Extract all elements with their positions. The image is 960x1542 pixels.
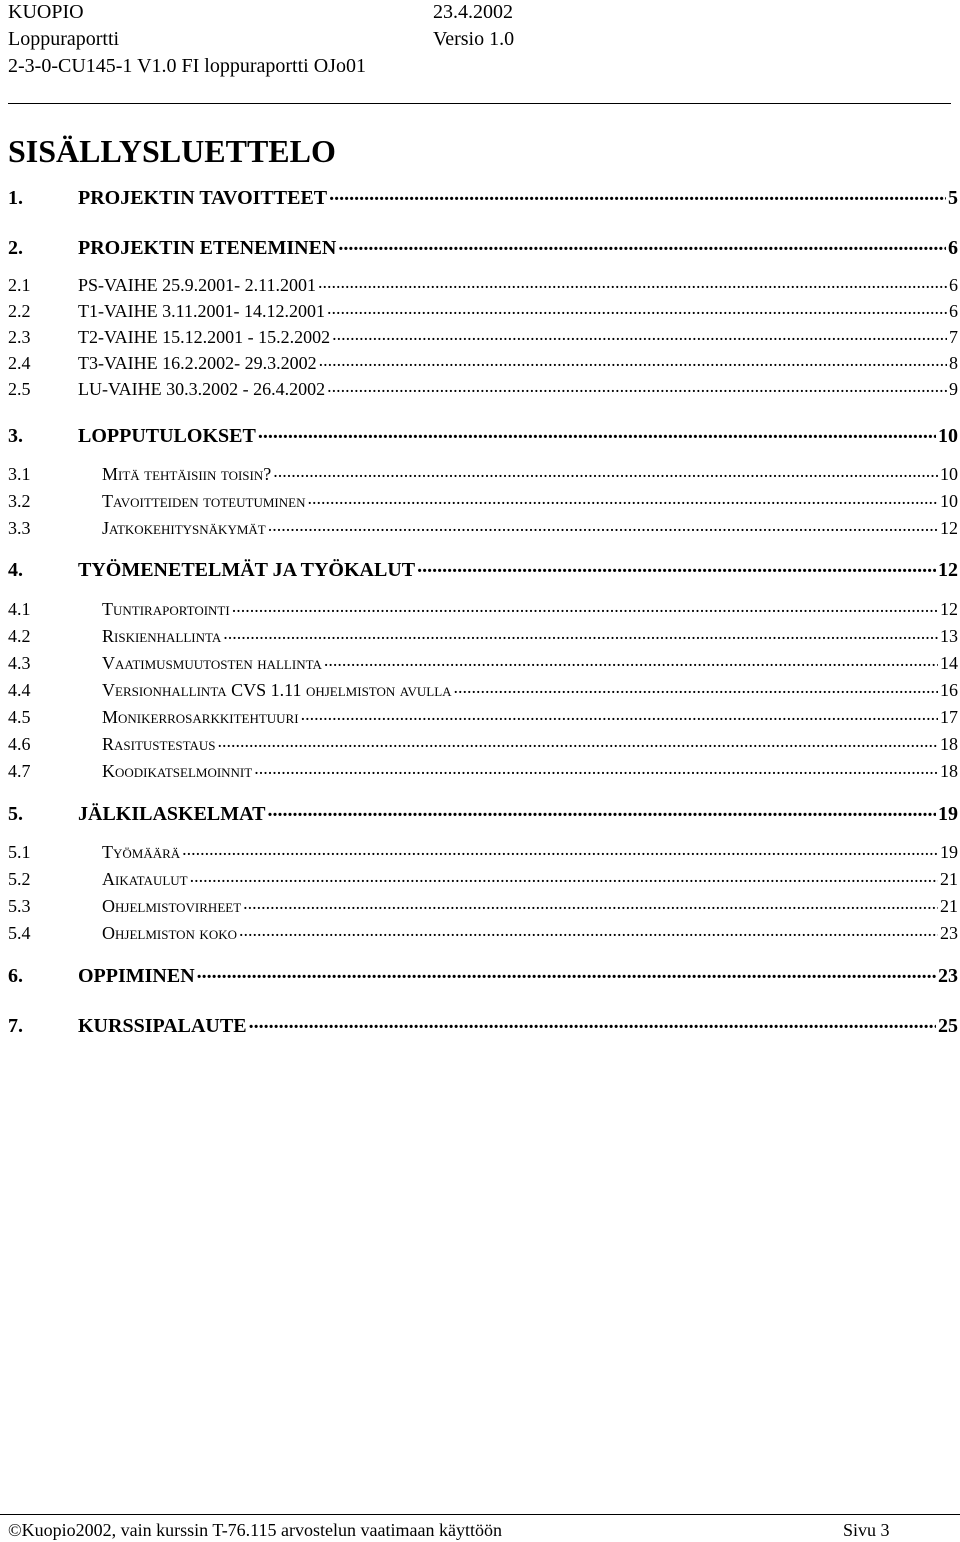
header-version: Versio 1.0 xyxy=(433,28,515,50)
toc-entry-title: PROJEKTIN ETENEMINEN xyxy=(78,237,337,259)
toc-entry-number: 1. xyxy=(8,187,23,209)
toc-entry-number: 4. xyxy=(8,559,23,581)
toc-entry-number: 2.2 xyxy=(8,301,31,321)
toc-entry-title: OPPIMINEN xyxy=(78,965,195,987)
toc-entry-number: 2.1 xyxy=(8,275,31,295)
toc-dot-leader xyxy=(322,651,938,669)
toc-entry-title: PS-VAIHE 25.9.2001- 2.11.2001 xyxy=(78,275,317,295)
toc-entry-page: 7 xyxy=(949,327,958,347)
header-org: KUOPIO xyxy=(8,1,84,23)
toc-entry[interactable] xyxy=(8,462,958,485)
toc-entry-page: 12 xyxy=(940,599,958,619)
toc-entry-page: 8 xyxy=(949,353,958,373)
toc-entry-page: 12 xyxy=(938,559,958,581)
toc-entry-number: 3. xyxy=(8,425,23,447)
toc-entry-number: 4.7 xyxy=(8,761,31,781)
toc-entry-number: 3.3 xyxy=(8,518,31,538)
toc-dot-leader xyxy=(415,556,936,576)
toc-entry-page: 14 xyxy=(940,653,958,673)
toc-entry-number: 6. xyxy=(8,965,23,987)
toc-entry-title: T2-VAIHE 15.12.2001 - 15.2.2002 xyxy=(78,327,331,347)
toc-entry-title: LOPPUTULOKSET xyxy=(78,425,256,447)
toc-entry-page: 19 xyxy=(938,803,958,825)
toc-entry-title: Ohjelmistovirheet xyxy=(102,896,242,916)
footer-rule xyxy=(0,1514,960,1515)
toc-entry[interactable] xyxy=(8,759,958,782)
toc-entry-page: 25 xyxy=(938,1015,958,1037)
toc-title: SISÄLLYSLUETTELO xyxy=(8,133,336,169)
toc-dot-leader xyxy=(316,273,947,291)
toc-dot-leader xyxy=(180,840,938,858)
toc-entry[interactable] xyxy=(8,184,958,210)
toc-entry[interactable] xyxy=(8,299,958,322)
toc-entry-title: T1-VAIHE 3.11.2001- 14.12.2001 xyxy=(78,301,325,321)
toc-entry-number: 4.1 xyxy=(8,599,31,619)
toc-entry-number: 5.1 xyxy=(8,842,31,862)
toc-entry[interactable] xyxy=(8,489,958,512)
toc-dot-leader xyxy=(188,867,938,885)
toc-entry[interactable] xyxy=(8,1012,958,1038)
toc-dot-leader xyxy=(256,422,936,442)
toc-entry-page: 23 xyxy=(938,965,958,987)
toc-entry-title: JÄLKILASKELMAT xyxy=(78,803,266,825)
toc-entry-page: 6 xyxy=(949,301,958,321)
toc-entry-number: 3.2 xyxy=(8,491,31,511)
toc-dot-leader xyxy=(325,377,947,395)
toc-dot-leader xyxy=(327,184,946,204)
toc-dot-leader xyxy=(317,351,947,369)
toc-entry-page: 18 xyxy=(940,761,958,781)
toc-entry-title: Työmäärä xyxy=(102,842,181,862)
toc-dot-leader xyxy=(230,597,938,615)
toc-entry[interactable] xyxy=(8,840,958,863)
toc-entry-title: Vaatimusmuutosten hallinta xyxy=(102,653,322,673)
toc-entry[interactable] xyxy=(8,867,958,890)
toc-entry-number: 3.1 xyxy=(8,464,31,484)
toc-entry-title: PROJEKTIN TAVOITTEET xyxy=(78,187,328,209)
toc-dot-leader xyxy=(299,705,938,723)
toc-entry-page: 6 xyxy=(949,275,958,295)
toc-entry[interactable] xyxy=(8,273,958,296)
toc-entry-title: Versionhallinta CVS 1.11 ohjelmiston avulla xyxy=(102,680,452,700)
toc-entry-number: 4.4 xyxy=(8,680,31,700)
toc-entry-page: 21 xyxy=(940,896,958,916)
toc-entry-number: 5.2 xyxy=(8,869,31,889)
toc-entry-title: T3-VAIHE 16.2.2002- 29.3.2002 xyxy=(78,353,317,373)
toc-dot-leader xyxy=(241,894,938,912)
toc-entry-title: Rasitustestaus xyxy=(102,734,216,754)
toc-entry-page: 23 xyxy=(940,923,958,943)
toc-dot-leader xyxy=(221,624,938,642)
toc-dot-leader xyxy=(237,921,938,939)
toc-dot-leader xyxy=(325,299,947,317)
toc-entry-page: 16 xyxy=(940,680,958,700)
toc-dot-leader xyxy=(305,489,938,507)
toc-entry-number: 2.4 xyxy=(8,353,31,373)
toc-entry[interactable] xyxy=(8,651,958,674)
toc-entry[interactable] xyxy=(8,351,958,374)
toc-entry-title: Aikataulut xyxy=(102,869,188,889)
header-doc-id: 2-3-0-CU145-1 V1.0 FI loppuraportti OJo01 xyxy=(8,55,366,77)
toc-dot-leader xyxy=(195,962,936,982)
toc-entry-page: 19 xyxy=(940,842,958,862)
toc-entry-page: 9 xyxy=(949,379,958,399)
toc-entry-title: LU-VAIHE 30.3.2002 - 26.4.2002 xyxy=(78,379,326,399)
toc-entry-number: 4.6 xyxy=(8,734,31,754)
toc-entry-page: 12 xyxy=(940,518,958,538)
toc-dot-leader xyxy=(266,516,938,534)
toc-entry[interactable] xyxy=(8,624,958,647)
toc-entry-page: 21 xyxy=(940,869,958,889)
footer-copyright: ©Kuopio2002, vain kurssin T-76.115 arvostelun vaatimaan käyttöön xyxy=(8,1520,502,1540)
toc-entry-title: Ohjelmiston koko xyxy=(102,923,237,943)
toc-entry[interactable] xyxy=(8,377,958,400)
toc-entry[interactable] xyxy=(8,422,958,448)
footer-page-number: Sivu 3 xyxy=(843,1520,890,1540)
toc-entry-page: 5 xyxy=(948,187,958,209)
toc-entry-title: Monikerrosarkkitehtuuri xyxy=(102,707,299,727)
toc-entry-page: 6 xyxy=(948,237,958,259)
toc-entry[interactable] xyxy=(8,732,958,755)
toc-entry[interactable] xyxy=(8,800,958,826)
toc-dot-leader xyxy=(252,759,938,777)
toc-entry-title: Jatkokehitysnäkymät xyxy=(102,518,266,538)
toc-entry[interactable] xyxy=(8,556,958,582)
toc-dot-leader xyxy=(330,325,947,343)
toc-entry-title: KURSSIPALAUTE xyxy=(78,1015,247,1037)
toc-entry[interactable] xyxy=(8,705,958,728)
toc-entry-number: 4.5 xyxy=(8,707,31,727)
toc-entry-number: 7. xyxy=(8,1015,23,1037)
header-doc-type: Loppuraportti xyxy=(8,28,120,50)
toc-entry-number: 4.3 xyxy=(8,653,31,673)
toc-entry-title: Mitä tehtäisiin toisin? xyxy=(102,464,272,484)
toc-dot-leader xyxy=(247,1012,936,1032)
header-date: 23.4.2002 xyxy=(433,1,513,23)
toc-entry-number: 2.3 xyxy=(8,327,31,347)
toc-dot-leader xyxy=(216,732,938,750)
toc-entry-title: Koodikatselmoinnit xyxy=(102,761,253,781)
toc-entry-number: 2.5 xyxy=(8,379,31,399)
toc-dot-leader xyxy=(265,800,936,820)
toc-entry[interactable] xyxy=(8,597,958,620)
toc-entry-title: TYÖMENETELMÄT JA TYÖKALUT xyxy=(78,559,416,581)
toc-entry-page: 10 xyxy=(940,464,958,484)
toc-entry[interactable] xyxy=(8,962,958,988)
toc-entry-title: Tavoitteiden toteutuminen xyxy=(102,491,306,511)
toc-entry-page: 17 xyxy=(940,707,958,727)
toc-entry[interactable] xyxy=(8,921,958,944)
toc-entry-title: Riskienhallinta xyxy=(102,626,222,646)
toc-entry-number: 2. xyxy=(8,237,23,259)
toc-entry-number: 5.4 xyxy=(8,923,31,943)
toc-dot-leader xyxy=(336,234,946,254)
toc-entry-number: 5.3 xyxy=(8,896,31,916)
toc-entry[interactable] xyxy=(8,325,958,348)
toc-entry-number: 4.2 xyxy=(8,626,31,646)
toc-entry-page: 13 xyxy=(940,626,958,646)
toc-entry[interactable] xyxy=(8,234,958,260)
toc-dot-leader xyxy=(271,462,938,480)
toc-entry-page: 18 xyxy=(940,734,958,754)
toc-entry-number: 5. xyxy=(8,803,23,825)
toc-entry-title: Tuntiraportointi xyxy=(102,599,230,619)
toc-entry-page: 10 xyxy=(940,491,958,511)
toc-entry[interactable] xyxy=(8,516,958,539)
toc-entry[interactable] xyxy=(8,894,958,917)
toc-entry-page: 10 xyxy=(938,425,958,447)
toc-entry[interactable] xyxy=(8,678,958,701)
toc-dot-leader xyxy=(452,678,938,696)
